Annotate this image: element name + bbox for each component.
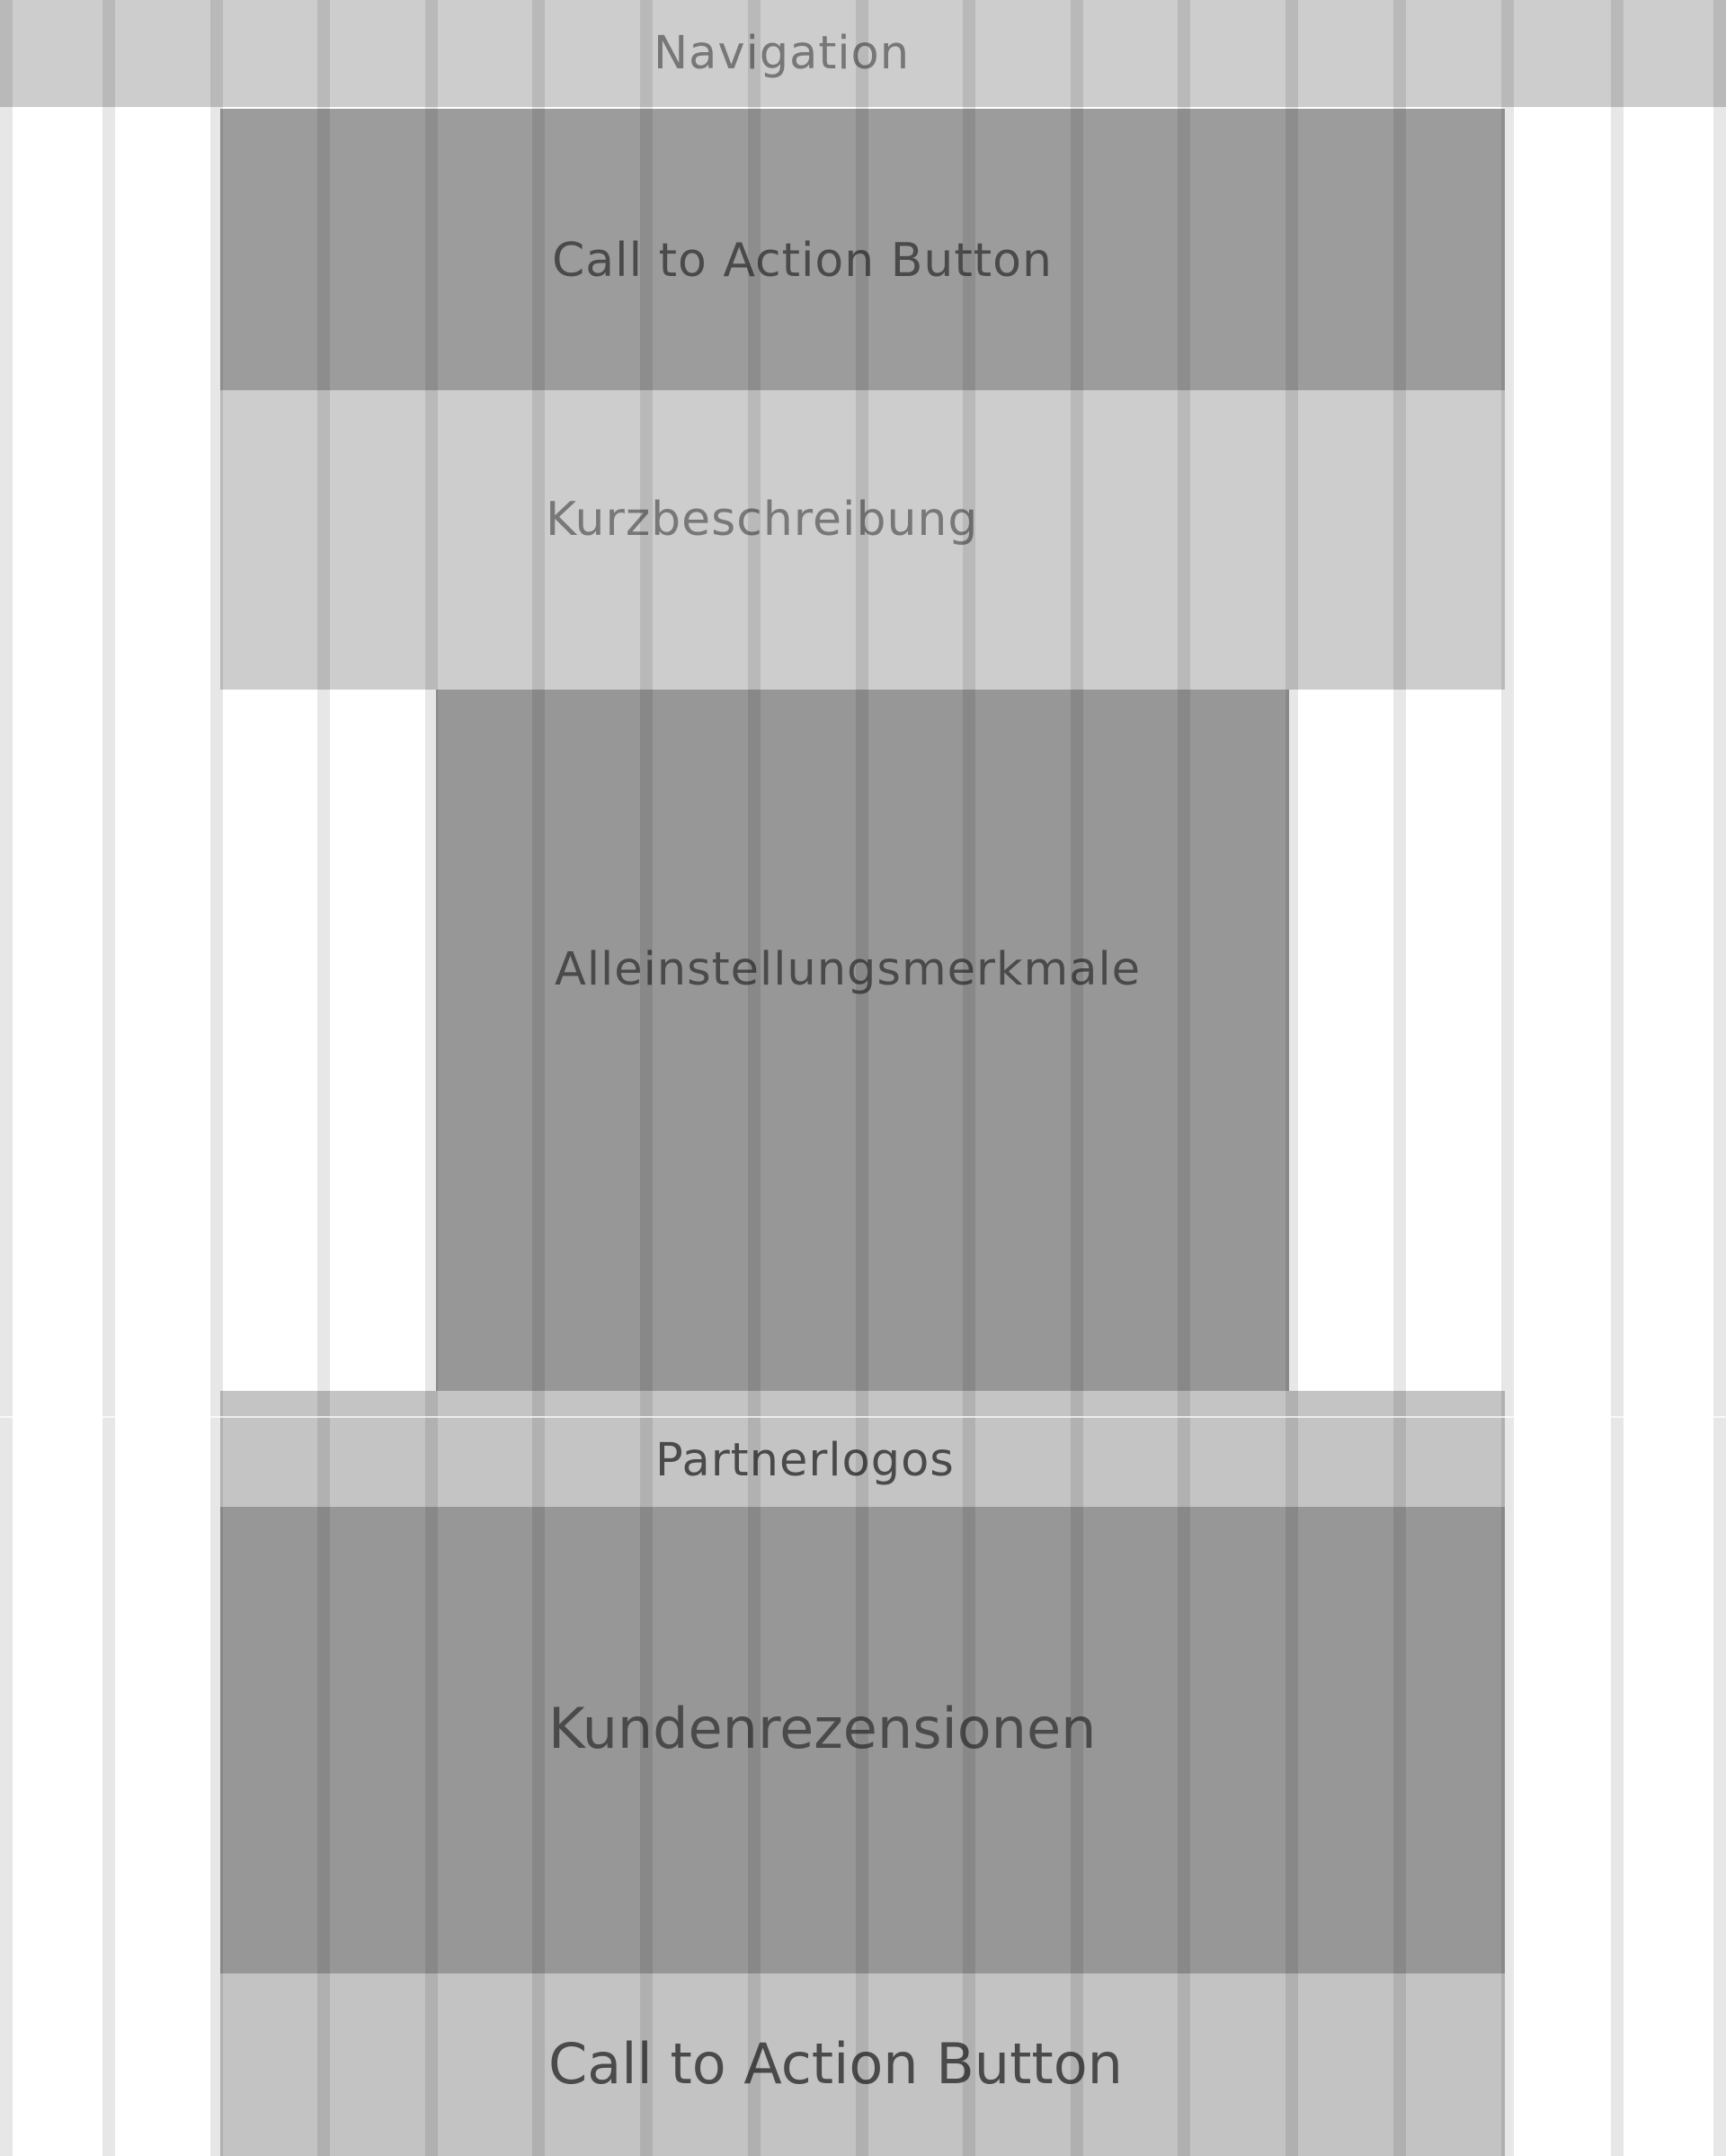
customer-reviews-label: Kundenrezensionen — [548, 1696, 1097, 1761]
usp-label: Alleinstellungsmerkmale — [555, 943, 1142, 996]
partner-logos-label: Partnerlogos — [655, 1434, 955, 1487]
page-seam — [0, 1416, 1726, 1418]
grid-column — [0, 0, 13, 2156]
short-description-block — [220, 390, 1505, 690]
cta-top-block — [220, 109, 1505, 390]
navigation-bar — [0, 0, 1726, 107]
cta-bottom-label: Call to Action Button — [548, 2031, 1123, 2097]
short-description-label: Kurzbeschreibung — [546, 493, 979, 547]
cta-top-label: Call to Action Button — [552, 234, 1053, 288]
grid-column — [102, 0, 115, 2156]
usp-block — [436, 690, 1289, 1391]
customer-reviews-block — [220, 1507, 1505, 1973]
grid-column — [1611, 0, 1624, 2156]
grid-column — [1713, 0, 1726, 2156]
navigation-label: Navigation — [654, 27, 911, 80]
cta-bottom-block — [220, 1973, 1505, 2156]
partner-logos-block — [220, 1391, 1505, 1507]
